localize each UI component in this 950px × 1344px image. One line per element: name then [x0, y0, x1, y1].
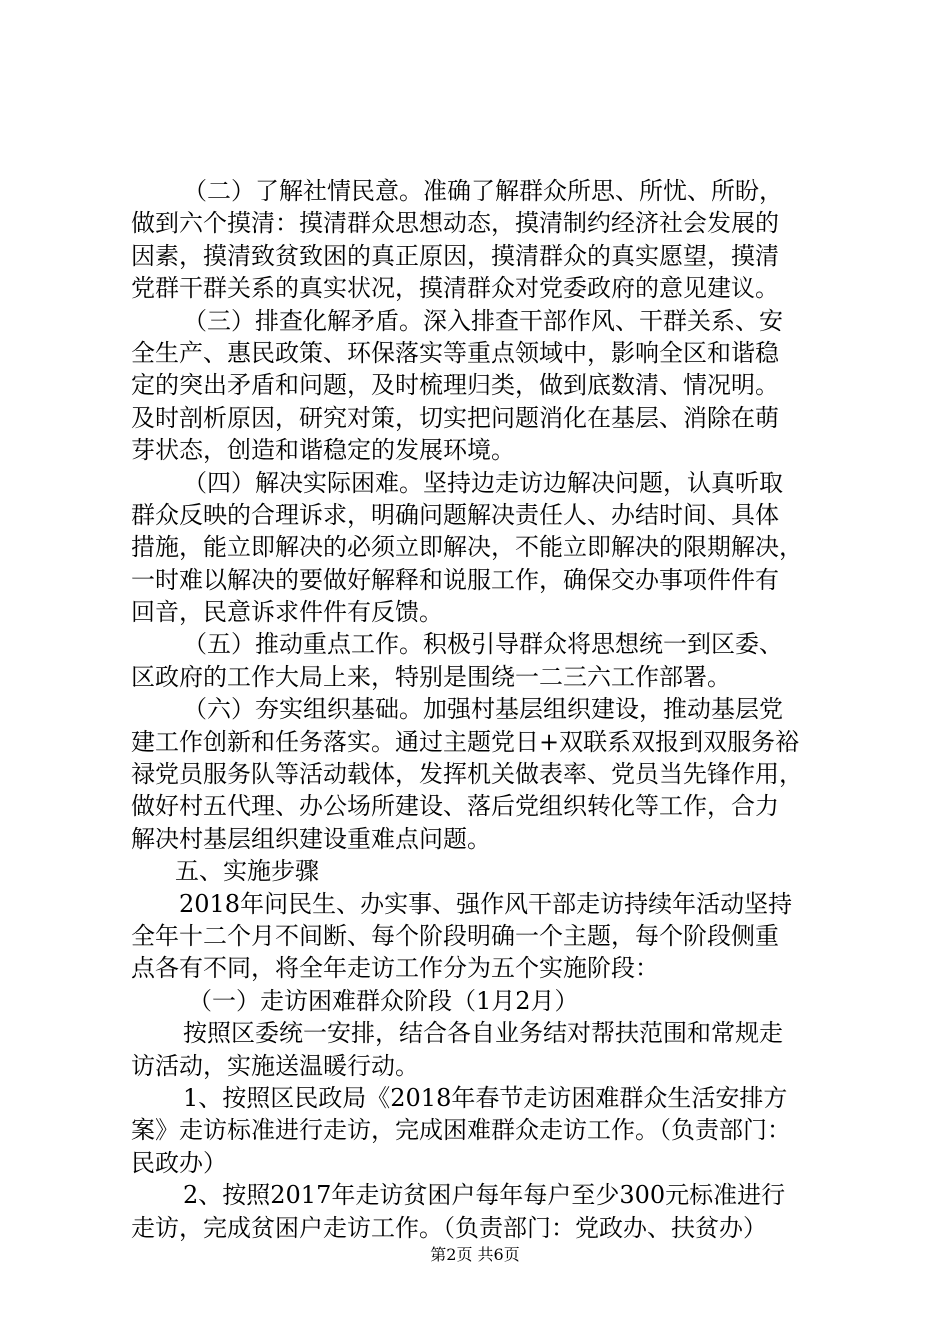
paragraph-line: 建工作创新和任务落实。通过主题党日+双联系双报到双服务裕: [131, 727, 800, 756]
paragraph-line: 全年十二个月不间断、每个阶段明确一个主题，每个阶段侧重: [131, 921, 779, 950]
section-heading: 五、实施步骤: [175, 857, 319, 886]
paragraph-line: 一时难以解决的要做好解释和说服工作，确保交办事项件件有: [131, 565, 779, 594]
paragraph-line: 2、按照2017年走访贫困户每年每户至少300元标准进行: [183, 1181, 786, 1210]
paragraph-line: 做到六个摸清：摸清群众思想动态，摸清制约经济社会发展的: [131, 209, 779, 238]
paragraph-line: （五）推动重点工作。积极引导群众将思想统一到区委、: [183, 630, 783, 659]
paragraph-line: （六）夯实组织基础。加强村基层组织建设，推动基层党: [183, 695, 783, 724]
paragraph-line: 群众反映的合理诉求，明确问题解决责任人、办结时间、具体: [131, 500, 779, 529]
page-number-footer: 第2页 共6页: [430, 1245, 520, 1264]
paragraph-line: 区政府的工作大局上来，特别是围绕一二三六工作部署。: [131, 662, 731, 691]
paragraph-line: 做好村五代理、办公场所建设、落后党组织转化等工作，合力: [131, 792, 779, 821]
paragraph-line: 及时剖析原因，研究对策，切实把问题消化在基层、消除在萌: [131, 403, 779, 432]
paragraph-line: 走访，完成贫困户走访工作。（负责部门：党政办、扶贫办）: [131, 1213, 767, 1242]
paragraph-line: 访活动，实施送温暖行动。: [131, 1051, 419, 1080]
paragraph-line: （三）排查化解矛盾。深入排查干部作风、干群关系、安: [183, 306, 783, 335]
paragraph-line: （二）了解社情民意。准确了解群众所思、所忧、所盼，: [183, 177, 783, 205]
paragraph-line: 党群干群关系的真实状况，摸清群众对党委政府的意见建议。: [131, 274, 779, 303]
paragraph-line: 措施，能立即解决的必须立即解决，不能立即解决的限期解决，: [131, 533, 803, 562]
paragraph-line: 点各有不同，将全年走访工作分为五个实施阶段：: [131, 954, 659, 983]
paragraph-line: 芽状态，创造和谐稳定的发展环境。: [131, 436, 515, 465]
paragraph-line: 民政办）: [131, 1148, 227, 1177]
paragraph-line: 禄党员服务队等活动载体，发挥机关做表率、党员当先锋作用，: [131, 760, 803, 789]
paragraph-line: 2018年问民生、办实事、强作风干部走访持续年活动坚持: [179, 889, 793, 918]
subsection-heading: （一）走访困难群众阶段（1月2月）: [188, 986, 579, 1015]
paragraph-line: 案》走访标准进行走访，完成困难群众走访工作。（负责部门：: [131, 1116, 791, 1145]
paragraph-line: 按照区委统一安排，结合各自业务结对帮扶范围和常规走: [183, 1019, 783, 1048]
document-body: [131, 175, 833, 1244]
paragraph-line: 1、按照区民政局《2018年春节走访困难群众生活安排方: [183, 1083, 788, 1112]
paragraph-line: 解决村基层组织建设重难点问题。: [131, 824, 491, 853]
paragraph-line: 定的突出矛盾和问题，及时梳理归类，做到底数清、情况明。: [131, 371, 779, 400]
paragraph-line: 因素，摸清致贫致困的真正原因，摸清群众的真实愿望，摸清: [131, 241, 779, 270]
paragraph-line: 回音，民意诉求件件有反馈。: [131, 598, 443, 627]
paragraph-line: 全生产、惠民政策、环保落实等重点领域中，影响全区和谐稳: [131, 338, 779, 367]
paragraph-line: （四）解决实际困难。坚持边走访边解决问题，认真听取: [183, 468, 783, 497]
